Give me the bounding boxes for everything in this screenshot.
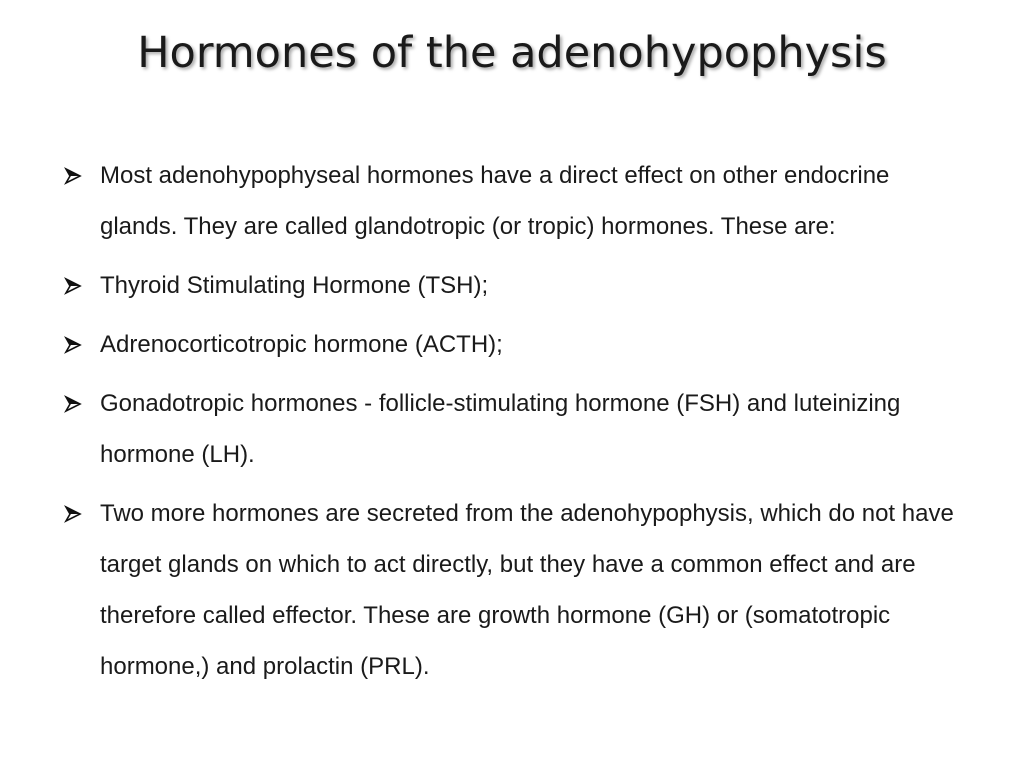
bullet-text: Thyroid Stimulating Hormone (TSH); — [100, 272, 489, 299]
bullet-item — [62, 260, 972, 311]
bullet-text: Adrenocorticotropic hormone (ACTH); — [100, 331, 503, 358]
bullet-text: Two more hormones are secreted from the adenohypophysis, which do not have target glands on which to act directly, but they have a common effect and are therefore called effector. These are growth hormone (GH) or (somatotropic hormone,) and prolactin (PRL). — [100, 500, 954, 680]
slide-title: Hormones of the adenohypophysis — [137, 28, 887, 78]
bullet-text: Most adenohypophyseal hormones have a direct effect on other endocrine glands. They are called glandotropic (or tropic) hormones. These are: — [100, 162, 890, 240]
bullet-item — [62, 319, 972, 370]
bullet-item — [62, 150, 972, 252]
arrowhead-bullet-icon — [64, 277, 82, 295]
bullet-item — [62, 488, 972, 692]
arrowhead-bullet-icon — [64, 336, 82, 354]
bullet-item — [62, 378, 972, 480]
arrowhead-bullet-icon — [64, 395, 82, 413]
bullet-list — [62, 150, 972, 700]
arrowhead-bullet-icon — [64, 167, 82, 185]
bullet-text: Gonadotropic hormones - follicle-stimulating hormone (FSH) and luteinizing hormone (LH). — [100, 390, 901, 468]
arrowhead-bullet-icon — [64, 505, 82, 523]
